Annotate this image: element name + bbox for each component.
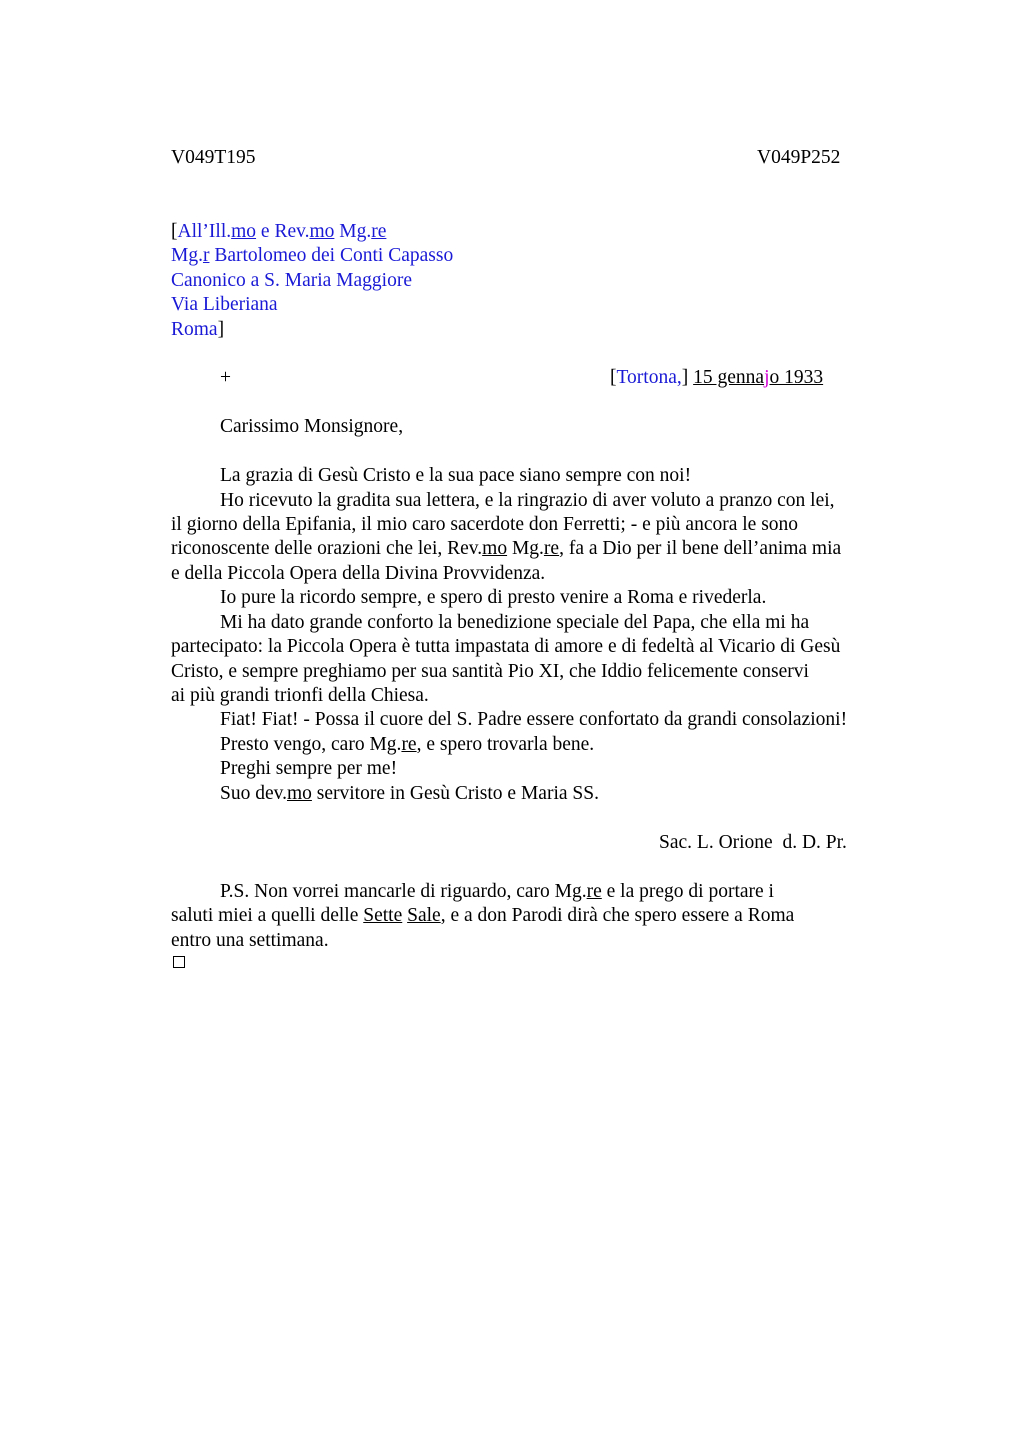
body-line-3: il giorno della Epifania, il mio caro sacerdote don Ferretti; - e più ancora le sono xyxy=(171,514,799,535)
body-line-4: riconoscente delle orazioni che lei, Rev.mo Mg.re, fa a Dio per il bene dell’anima mia xyxy=(171,538,842,559)
address-line-2: Mg.r Bartolomeo dei Conti Capasso xyxy=(171,245,454,266)
body-line-5: e della Piccola Opera della Divina Provvidenza. xyxy=(171,563,546,584)
address-line-3: Canonico a S. Maria Maggiore xyxy=(171,270,412,291)
body-line-6: Io pure la ricordo sempre, e spero di presto venire a Roma e rivederla. xyxy=(220,587,767,608)
body-line-14: Suo dev.mo servitore in Gesù Cristo e Maria SS. xyxy=(220,783,599,804)
body-line-8: partecipato: la Piccola Opera è tutta impastata di amore e di fedeltà al Vicario di Gesù xyxy=(171,636,841,657)
left-code: V049T195 xyxy=(171,147,256,168)
body-line-13: Preghi sempre per me! xyxy=(220,758,398,779)
postscript-line-1: P.S. Non vorrei mancarle di riguardo, caro Mg.re e la prego di portare i xyxy=(220,881,774,902)
address-line-4: Via Liberiana xyxy=(171,294,278,315)
right-code: V049P252 xyxy=(757,147,841,168)
body-line-12: Presto vengo, caro Mg.re, e spero trovarla bene. xyxy=(220,734,595,755)
postscript-line-2: saluti miei a quelli delle Sette Sale, e a don Parodi dirà che spero essere a Roma xyxy=(171,905,795,926)
signature: Sac. L. Orione d. D. Pr. xyxy=(659,832,847,853)
body-line-11: Fiat! Fiat! - Possa il cuore del S. Padre essere confortato da grandi consolazioni! xyxy=(220,709,848,730)
postscript-line-3: entro una settimana. xyxy=(171,930,329,951)
salutation: Carissimo Monsignore, xyxy=(220,416,404,437)
dateline: [Tortona,] 15 gennajo 1933 xyxy=(610,367,824,388)
address-line-5: Roma] xyxy=(171,319,225,340)
cross-mark: + xyxy=(220,367,231,388)
place: Tortona, xyxy=(616,367,682,388)
body-line-7: Mi ha dato grande conforto la benedizione speciale del Papa, che ella mi ha xyxy=(220,612,810,633)
date: 15 gennajo 1933 xyxy=(693,367,824,388)
empty-square-icon xyxy=(173,956,185,968)
body-line-10: ai più grandi trionfi della Chiesa. xyxy=(171,685,429,706)
body-line-9: Cristo, e sempre preghiamo per sua santità Pio XI, che Iddio felicemente conservi xyxy=(171,661,809,682)
body-line-2: Ho ricevuto la gradita sua lettera, e la ringrazio di aver voluto a pranzo con lei, xyxy=(220,490,835,511)
address-line-1: [All’Ill.mo e Rev.mo Mg.re xyxy=(171,221,387,242)
body-line-1: La grazia di Gesù Cristo e la sua pace siano sempre con noi! xyxy=(220,465,692,486)
